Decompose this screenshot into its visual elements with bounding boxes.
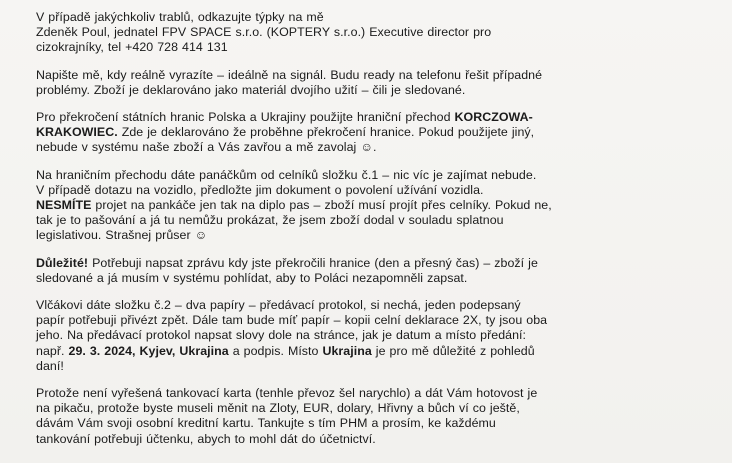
text-line: [36, 68, 698, 83]
text-line: [36, 386, 698, 401]
text-span: Pro překročení státních hranic Polska a Ukrajiny použijte hraniční přechod: [36, 110, 455, 125]
bold-text: NESMÍTE: [36, 198, 92, 213]
text-line: [36, 198, 698, 213]
text-span: daní!: [36, 358, 64, 373]
text-span: sledované a já musím v systému pohlídat, aby to Poláci nezapomněli zapsat.: [36, 270, 468, 285]
important-paragraph: [36, 256, 698, 286]
text-line: [36, 256, 698, 271]
text-span: cizokrajníky, tel +420 728 414 131: [36, 40, 228, 55]
text-span: V případě jakýchkoliv trablů, odkazujte týpky na mě: [36, 10, 324, 24]
text-span: a podpis. Místo: [228, 343, 323, 358]
text-line: [36, 168, 698, 183]
text-line: [36, 125, 698, 140]
text-span: je pro mě důležité z pohledů: [371, 343, 535, 358]
text-span: nebude v systému naše zboží a Vás zavřou a mě zavolaj ☺.: [36, 140, 377, 155]
handover-paragraph: [36, 298, 698, 374]
text-line: [36, 183, 698, 198]
text-span: Protože není vyřešená tankovací karta (tenhle převoz šel narychlo) a dát Vám hotovost je: [36, 386, 538, 401]
text-line: [36, 140, 698, 155]
text-line: [36, 83, 698, 98]
text-span: Napište mě, kdy reálně vyrazíte – ideálně na signál. Budu ready na telefonu řešit případné: [36, 67, 543, 82]
document-body: [36, 10, 698, 447]
bold-text: KRAKOWIEC.: [36, 125, 118, 140]
text-span: jeho. Na předávací protokol napsat slovy dole na stránce, jak je datum a místo předání:: [36, 328, 527, 343]
text-span: legislativou. Strašnej průser ☺: [36, 228, 208, 243]
text-line: [36, 110, 698, 125]
border-crossing-paragraph: [36, 110, 698, 156]
text-line: [36, 213, 698, 228]
text-span: tak je to pašování a já tu nemůžu prokázat, že jsem zboží dodal v souladu splatnou: [36, 213, 504, 228]
text-span: např.: [36, 343, 69, 358]
bold-text: 29. 3. 2024, Kyjev, Ukrajina: [68, 343, 229, 358]
text-line: [36, 298, 698, 313]
contact-paragraph: [36, 10, 698, 56]
text-line: [36, 40, 698, 55]
text-span: dávám Vám svoji osobní kreditní kartu. Tankujte s tím PHM a prosím, ke každému: [36, 416, 496, 431]
customs-paragraph: [36, 168, 698, 244]
text-span: Na hraničním přechodu dáte panáčkům od celníků složku č.1 – nic víc je zajímat nebude.: [36, 167, 537, 182]
bold-text: Důležité!: [36, 255, 89, 270]
text-span: na pikaču, protože byste museli měnit na Zloty, EUR, dolary, Hřivny a bůch ví co ještě,: [36, 401, 520, 416]
text-span: projet na pankáče jen tak na diplo pas – zboží musí projít přes celníky. Pokud ne,: [91, 198, 552, 213]
fuel-card-paragraph: [36, 386, 698, 447]
text-span: problémy. Zboží je deklarováno jako materiál dvojího užití – čili je sledované.: [36, 82, 466, 97]
text-line: [36, 344, 698, 359]
text-line: [36, 313, 698, 328]
text-line: [36, 416, 698, 431]
text-span: tankování potřebuji účtenku, abych to mohl dát do účetnictví.: [36, 431, 376, 446]
text-line: [36, 25, 698, 40]
text-span: Zde je deklarováno že proběhne překročení hranice. Pokud použijete jiný,: [117, 125, 535, 140]
text-line: [36, 328, 698, 343]
text-line: [36, 271, 698, 286]
text-span: Vlčákovi dáte složku č.2 – dva papíry – předávací protokol, si nechá, jeden podepsaný: [36, 298, 521, 313]
text-span: Potřebuji napsat zprávu kdy jste překročili hranice (den a přesný čas) – zboží je: [88, 255, 538, 270]
text-line: [36, 10, 698, 25]
text-span: papír potřebuji přivézt zpět. Dále tam bude míť papír – kopii celní deklarace 2X, ty jsou oba: [36, 313, 548, 328]
text-span: Zdeněk Poul, jednatel FPV SPACE s.r.o. (KOPTERY s.r.o.) Executive director pro: [36, 25, 492, 40]
text-line: [36, 228, 698, 243]
text-line: [36, 359, 698, 374]
bold-text: Ukrajina: [322, 343, 372, 358]
bold-text: KORCZOWA-: [454, 110, 533, 125]
text-span: V případě dotazu na vozidlo, předložte jim dokument o povolení užívání vozidla.: [36, 182, 484, 197]
text-line: [36, 401, 698, 416]
departure-paragraph: [36, 68, 698, 98]
text-line: [36, 432, 698, 447]
